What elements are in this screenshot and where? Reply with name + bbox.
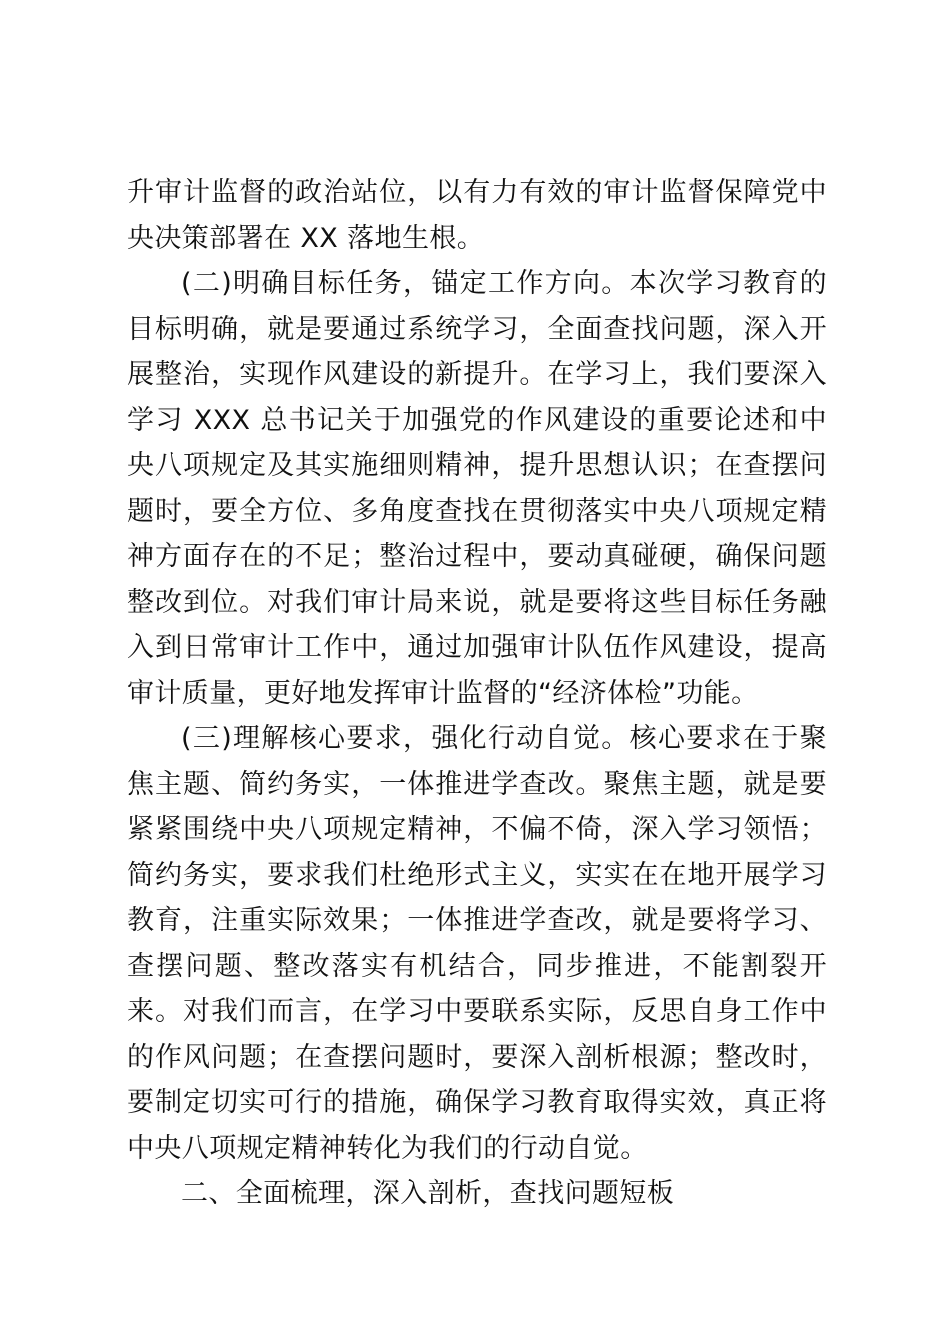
- paragraph-core-requirements: (三)理解核心要求，强化行动自觉。核心要求在于聚焦主题、简约务实，一体推进学查改。聚焦主题，就是要紧紧围绕中央八项规定精神，不偏不倚，深入学习领悟；简约务实，要求我们杜绝形式主义，实实在在地开展学习教育，注重实际效果；一体推进学查改，就是要将学习、查摆问题、整改落实有机结合，同步推进，不能割裂开来。对我们而言，在学习中要联系实际，反思自身工作中的作风问题；在查摆问题时，要深入剖析根源；整改时，要制定切实可行的措施，确保学习教育取得实效，真正将中央八项规定精神转化为我们的行动自觉。: [127, 723, 827, 1164]
- paragraph-continuation: 升审计监督的政治站位，以有力有效的审计监督保障党中央决策部署在 XX 落地生根。: [127, 177, 827, 254]
- paragraph-goal-tasks: (二)明确目标任务，锚定工作方向。本次学习教育的目标明确，就是要通过系统学习，全面查找问题，深入开展整治，实现作风建设的新提升。在学习上，我们要深入学习 XXX 总书记关于加强党的作风建设的重要论述和中央八项规定及其实施细则精神，提升思想认识；在查摆问题时，要全方位、多角度查找在贯彻落实中央八项规定精神方面存在的不足；整治过程中，要动真碰硬，确保问题整改到位。对我们审计局来说，就是要将这些目标任务融入到日常审计工作中，通过加强审计队伍作风建设，提高审计质量，更好地发挥审计监督的“经济体检”功能。: [127, 268, 827, 709]
- section-heading: 二、全面梳理，深入剖析，查找问题短板: [181, 1178, 675, 1209]
- document-page: [127, 170, 827, 1217]
